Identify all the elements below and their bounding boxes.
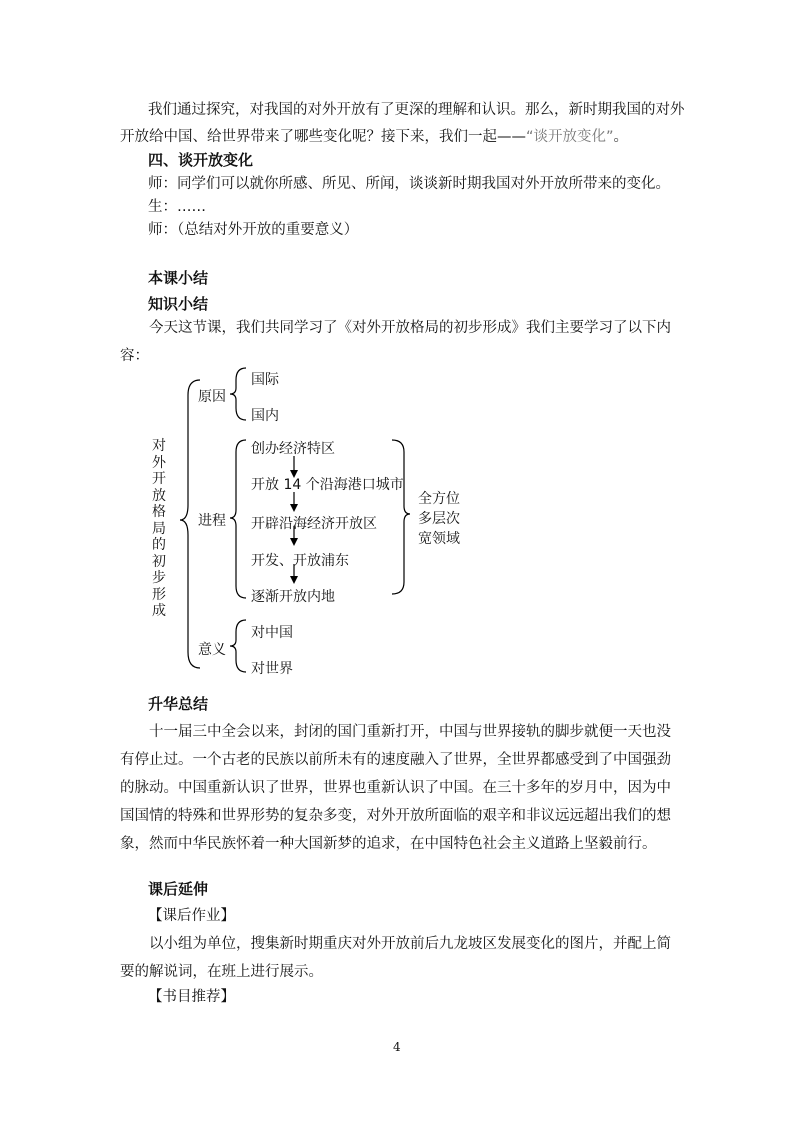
main-brace [180, 380, 200, 668]
process-step: 逐渐开放内地 [251, 589, 335, 605]
homework-text: 以小组为单位，搜集新时期重庆对外开放前后九龙坡区发展变化的图片，并配上简要的解说词，在班上进行展示。 [120, 936, 671, 980]
knowledge-heading: 知识小结 [148, 295, 209, 313]
intro-line-2-text: 开放给中国、给世界带来了哪些变化呢？接下来，我们一起—— [120, 129, 526, 145]
student-line: 生：…… [148, 199, 206, 215]
teacher-line-1: 师：同学们可以就你所感、所见、所闻，谈谈新时期我国对外开放所带来的变化。 [148, 176, 670, 192]
process-step: 开放 14 个沿海港口城市 [251, 477, 404, 493]
process-step: 开辟沿海经济开放区 [251, 516, 377, 532]
meaning-brace [230, 620, 246, 672]
intro-quote: “谈开放变化” [526, 129, 614, 145]
meaning-item: 对中国 [251, 625, 293, 641]
meaning-label: 意义 [198, 642, 226, 658]
page-number: 4 [393, 1040, 401, 1054]
arrow-down-icon [290, 576, 298, 584]
knowledge-text: 今天这节课，我们共同学习了《对外开放格局的初步形成》我们主要学习了以下内容： [120, 320, 671, 364]
sublimation-text: 十一届三中全会以来，封闭的国门重新打开，中国与世界接轨的脚步就便一天也没有停止过。一个古老的民族以前所未有的速度融入了世界，全世界都感受到了中国强劲的脉动。中国重新认识了世界，世界也重新认识了中国。在三十多年的岁月中，因为中国国情的特殊和世界形势的复杂多变，对外开放所面临的艰辛和非议远远超出我们的想象，然而中华民族怀着一种大国新梦的追求，在中国特色社会主义道路上坚毅前行。 [120, 724, 671, 852]
reason-item: 国际 [251, 372, 279, 388]
process-left-brace [230, 440, 246, 598]
arrow-down-icon [290, 538, 298, 546]
sublimation-heading: 升华总结 [148, 695, 209, 713]
reason-item: 国内 [251, 408, 279, 424]
intro-line-2-end: 。 [613, 129, 629, 145]
result-item: 全方位 [418, 491, 460, 507]
extension-heading: 课后延伸 [148, 880, 209, 898]
teacher-line-2: 师：（总结对外开放的重要意义） [148, 222, 359, 238]
summary-heading: 本课小结 [148, 269, 209, 287]
reason-brace [230, 368, 246, 420]
result-item: 多层次 [418, 511, 460, 527]
books-label: 【书目推荐】 [148, 989, 235, 1005]
process-label: 进程 [198, 513, 226, 529]
process-step: 开发、开放浦东 [251, 553, 349, 569]
diagram-title: 对外开放格局的初步形成 [152, 438, 166, 619]
section-4-heading: 四、谈开放变化 [148, 151, 254, 169]
homework-label: 【课后作业】 [148, 908, 235, 924]
result-item: 宽领域 [418, 531, 460, 547]
arrow-down-icon [290, 504, 298, 512]
meaning-item: 对世界 [251, 661, 293, 677]
intro-line-1: 我们通过探究，对我国的对外开放有了更深的理解和认识。那么，新时期我国的对外 [148, 102, 685, 118]
reason-label: 原因 [198, 389, 226, 405]
process-right-brace [392, 440, 410, 594]
process-step: 创办经济特区 [251, 441, 335, 457]
